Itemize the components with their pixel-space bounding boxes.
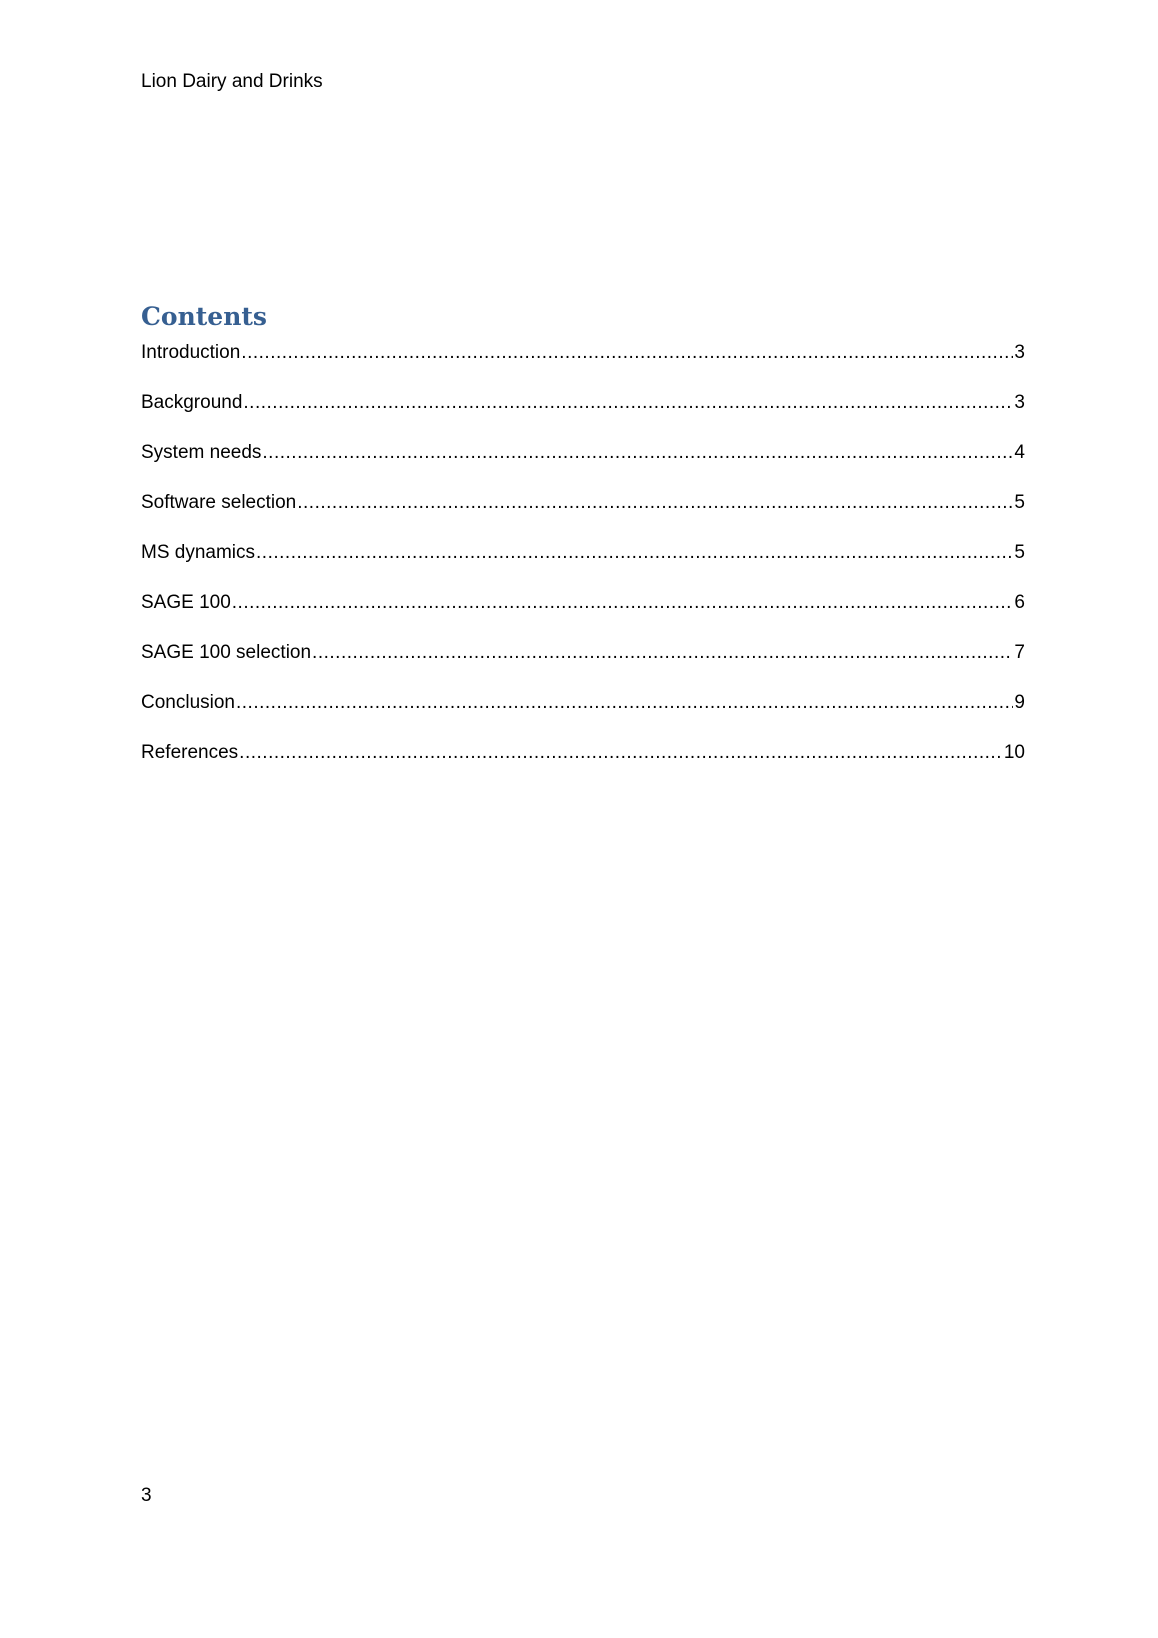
toc-entry-title: Software selection bbox=[141, 492, 297, 513]
toc-entry-page: 6 bbox=[1014, 592, 1025, 613]
toc-dot-leader bbox=[241, 340, 1013, 366]
toc-entry-page: 9 bbox=[1014, 692, 1025, 713]
toc-entry-sage-100-selection[interactable] bbox=[141, 640, 1025, 690]
page-number: 3 bbox=[141, 1485, 152, 1506]
toc-entry-page: 5 bbox=[1014, 542, 1025, 563]
toc-entry-title: Background bbox=[141, 392, 243, 413]
toc-dot-leader bbox=[256, 540, 1013, 566]
toc-entry-page: 4 bbox=[1014, 442, 1025, 463]
toc-entry-title: MS dynamics bbox=[141, 542, 256, 563]
toc-dot-leader bbox=[239, 740, 1003, 766]
toc-entry-page: 3 bbox=[1014, 392, 1025, 413]
toc-entry-page: 7 bbox=[1014, 642, 1025, 663]
toc-entry-software-selection[interactable] bbox=[141, 490, 1025, 540]
toc-entry-introduction[interactable] bbox=[141, 340, 1025, 390]
toc-entry-sage-100[interactable] bbox=[141, 590, 1025, 640]
toc-entry-system-needs[interactable] bbox=[141, 440, 1025, 490]
toc-entry-title: Introduction bbox=[141, 342, 241, 363]
toc-dot-leader bbox=[232, 590, 1014, 616]
toc-entry-title: References bbox=[141, 742, 239, 763]
toc-entry-page: 10 bbox=[1003, 742, 1025, 763]
toc-entry-page: 5 bbox=[1014, 492, 1025, 513]
toc-entry-ms-dynamics[interactable] bbox=[141, 540, 1025, 590]
toc-entry-title: SAGE 100 bbox=[141, 592, 231, 613]
toc-dot-leader bbox=[262, 440, 1013, 466]
toc-dot-leader bbox=[297, 490, 1013, 516]
toc-entry-title: SAGE 100 selection bbox=[141, 642, 312, 663]
toc-entry-page: 3 bbox=[1014, 342, 1025, 363]
toc-dot-leader bbox=[236, 690, 1013, 716]
toc-entry-title: System needs bbox=[141, 442, 262, 463]
toc-entry-conclusion[interactable] bbox=[141, 690, 1025, 740]
toc-dot-leader bbox=[312, 640, 1013, 666]
toc-heading: Contents bbox=[141, 302, 268, 331]
toc-entry-references[interactable] bbox=[141, 740, 1025, 790]
toc-dot-leader bbox=[243, 390, 1013, 416]
toc-entry-background[interactable] bbox=[141, 390, 1025, 440]
table-of-contents bbox=[141, 340, 1025, 790]
toc-entry-title: Conclusion bbox=[141, 692, 235, 713]
page-header: Lion Dairy and Drinks bbox=[141, 71, 323, 92]
